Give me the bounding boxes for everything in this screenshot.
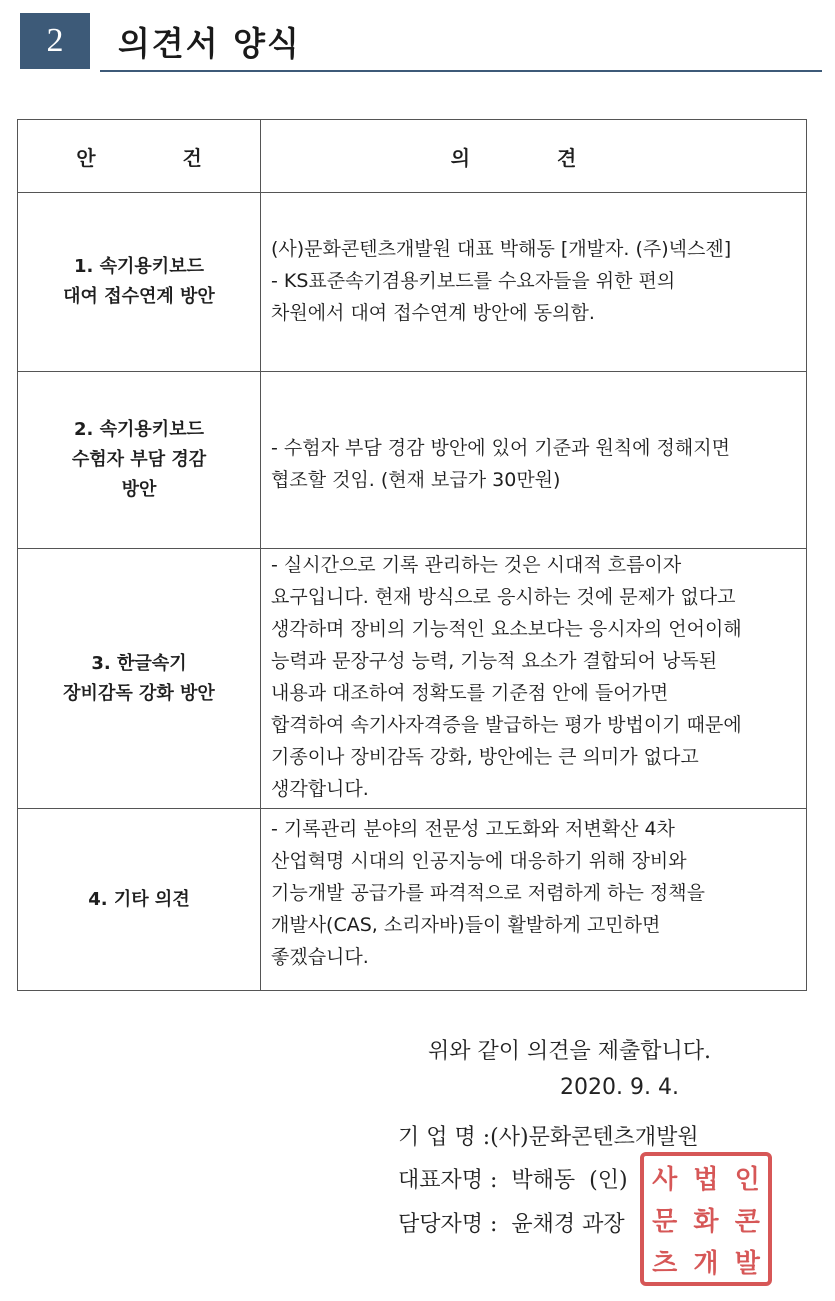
opinion-line: - KS표준속기겸용키보드를 수요자들을 위한 편의 <box>271 270 676 292</box>
seal-char: 인 <box>734 1164 760 1195</box>
opinion-line: 협조할 것임. (현재 보급가 30만원) <box>271 469 561 491</box>
opinion-line: 생각하며 장비의 기능적인 요소보다는 응시자의 언어이해 <box>271 618 742 640</box>
opinion-line: 산업혁명 시대의 인공지능에 대응하기 위해 장비와 <box>271 850 687 872</box>
table-row <box>18 549 807 809</box>
agenda-line: 장비감독 강화 방안 <box>63 682 215 704</box>
opinion-line: 능력과 문장구성 능력, 기능적 요소가 결합되어 낭독된 <box>271 650 718 672</box>
seal-char: 문 <box>652 1206 678 1237</box>
table-row <box>18 372 807 549</box>
representative-line: 대표자명 : 박해동 (인) <box>398 1168 628 1193</box>
seal-char: 사 <box>652 1164 678 1195</box>
agenda-line: 수험자 부담 경감 <box>71 449 207 470</box>
title-divider <box>100 70 822 72</box>
seal-char: 개 <box>693 1248 719 1279</box>
seal-char: 법 <box>693 1164 719 1195</box>
opinion-line: 생각합니다. <box>271 778 369 800</box>
submission-statement: 위와 같이 의견을 제출합니다. <box>428 1039 711 1064</box>
seal-char: 발 <box>734 1248 760 1279</box>
submission-date: 2020. 9. 4. <box>560 1075 679 1100</box>
opinion-line: 내용과 대조하여 정확도를 기준점 안에 들어가면 <box>271 682 669 704</box>
opinion-cell <box>261 549 807 809</box>
section-title: 의견서 양식 <box>118 24 301 63</box>
agenda-cell <box>18 809 261 991</box>
opinion-line: - 실시간으로 기록 관리하는 것은 시대적 흐름이자 <box>271 554 682 576</box>
agenda-cell <box>18 549 261 809</box>
opinion-line: 합격하여 속기사자격증을 발급하는 평가 방법이기 때문에 <box>271 714 742 736</box>
seal-char: 츠 <box>652 1248 678 1279</box>
opinion-line: 차원에서 대여 접수연계 방안에 동의함. <box>271 302 595 324</box>
agenda-line: 2. 속기용키보드 <box>74 419 204 440</box>
table-row <box>18 809 807 991</box>
opinion-line: 좋겠습니다. <box>271 946 369 968</box>
table-row <box>18 193 807 372</box>
opinion-line: 개발사(CAS, 소리자바)들이 활발하게 고민하면 <box>271 914 661 936</box>
manager-line: 담당자명 : 윤채경 과장 <box>398 1212 625 1237</box>
agenda-line: 방안 <box>121 479 157 500</box>
agenda-line: 3. 한글속기 <box>91 652 187 674</box>
opinion-cell <box>261 372 807 549</box>
opinion-line: 요구입니다. 현재 방식으로 응시하는 것에 문제가 없다고 <box>271 586 736 608</box>
opinion-line: - 기록관리 분야의 전문성 고도화와 저변확산 4차 <box>271 818 675 840</box>
opinion-line: 기종이나 장비감독 강화, 방안에는 큰 의미가 없다고 <box>271 746 699 768</box>
agenda-cell <box>18 193 261 372</box>
seal-char: 콘 <box>734 1206 760 1237</box>
opinion-line: - 수험자 부담 경감 방안에 있어 기준과 원칙에 정해지면 <box>271 437 730 459</box>
agenda-line: 1. 속기용키보드 <box>74 256 204 277</box>
company-seal-stamp <box>640 1152 772 1286</box>
table-header-row <box>18 120 807 193</box>
agenda-cell <box>18 372 261 549</box>
opinion-cell <box>261 809 807 991</box>
opinion-line: (사)문화콘텐츠개발원 대표 박해동 [개발자. (주)넥스젠] <box>271 238 732 260</box>
opinion-table <box>17 119 807 991</box>
seal-char: 화 <box>693 1206 719 1237</box>
agenda-line: 4. 기타 의견 <box>88 888 190 910</box>
opinion-line: 기능개발 공급가를 파격적으로 저렴하게 하는 정책을 <box>271 882 705 904</box>
opinion-cell <box>261 193 807 372</box>
header-opinion: 의 견 <box>261 120 807 193</box>
header-agenda: 안 건 <box>18 120 261 193</box>
agenda-line: 대여 접수연계 방안 <box>63 286 215 307</box>
company-name-line: 기 업 명 :(사)문화콘텐츠개발원 <box>398 1125 699 1150</box>
section-number-badge: 2 <box>20 13 90 69</box>
